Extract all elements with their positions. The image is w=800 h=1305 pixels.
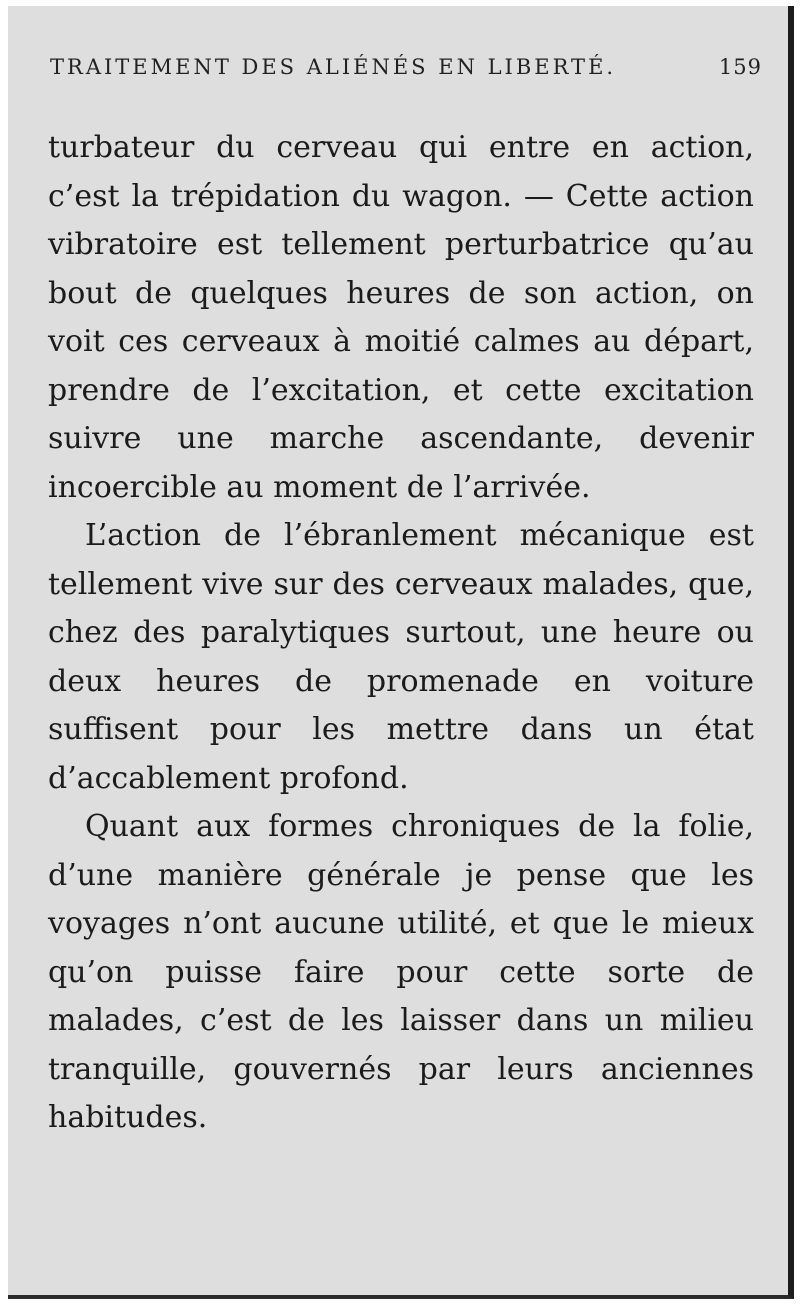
running-header xyxy=(50,51,762,85)
paragraph-chronic-forms: Quant aux formes chroniques de la folie, d’une manière générale je pense que les voyages n’ont aucune utilité, et que le mieux qu’on puisse faire pour cette sorte de malades, c’est de les laisser dans un milieu tranquille, gouvernés par leurs anciennes habitudes. xyxy=(48,809,754,1135)
running-title: TRAITEMENT DES ALIÉNÉS EN LIBERTÉ. xyxy=(50,55,617,79)
page-number: 159 xyxy=(718,55,762,79)
paragraph-continuation: turbateur du cerveau qui entre en action, c’est la trépidation du wagon. — Cette action vibratoire est tellement perturbatrice qu’au bout de quelques heures de son action, on voit ces cerveaux à moitié calmes au départ, prendre de l’excitation, et cette excitation suivre une marche ascendante, devenir incoercible au moment de l’arrivée. xyxy=(48,130,754,505)
paragraph-mechanical-shock: L’action de l’ébranlement mécanique est tellement vive sur des cerveaux malades, que, chez des paralytiques surtout, une heure ou deux heures de promenade en voiture suffisent pour les mettre dans un état d’accablement profond. xyxy=(48,518,754,796)
body-text xyxy=(48,124,754,1143)
book-page xyxy=(8,6,794,1299)
